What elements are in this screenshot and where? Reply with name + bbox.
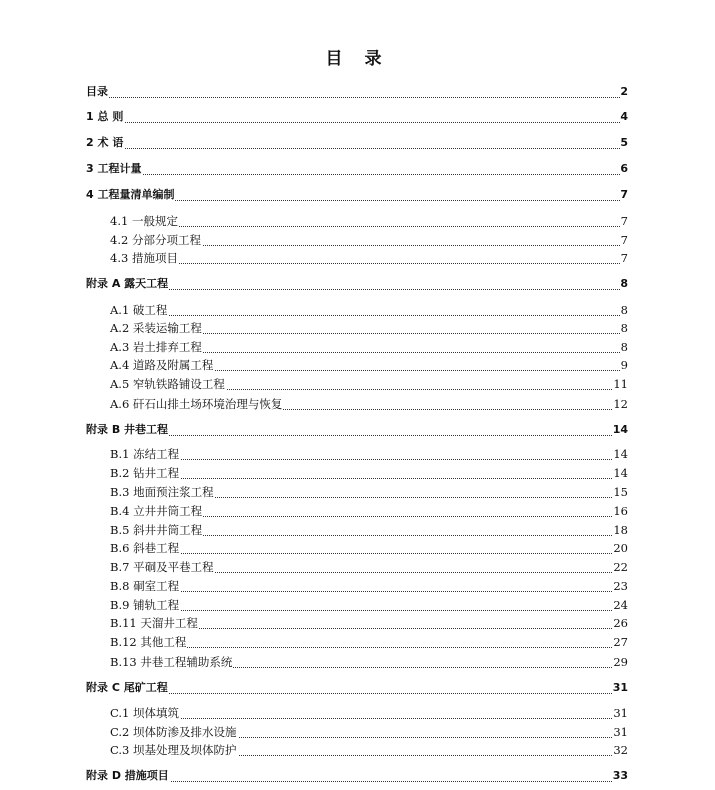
toc-entry[interactable] [0,743,715,761]
toc-entry-label: B.8 硐室工程 [110,579,180,593]
toc-entry[interactable] [0,541,715,559]
dot-leader [110,303,620,316]
toc-entry-label: C.2 坝体防渗及排水设施 [110,725,237,739]
toc-entry-label: B.12 其他工程 [110,635,187,649]
dot-leader [110,541,620,554]
toc-entry-page: 9 [620,358,628,372]
toc-entry-page: 14 [613,447,628,461]
dot-leader [110,706,620,719]
toc-entry-page: 14 [613,466,628,480]
toc-entry-page: 8 [620,340,628,354]
toc-entry[interactable] [0,340,715,358]
toc-entry-page: 22 [613,560,628,574]
toc-entry[interactable] [0,85,715,103]
toc-entry[interactable] [0,466,715,484]
toc-entry-label: 4 工程量清单编制 [86,188,175,201]
toc-entry[interactable] [0,655,715,673]
toc-entry[interactable] [0,423,715,441]
toc-entry-label: C.1 坝体填筑 [110,706,180,720]
toc-entry-label: A.2 采装运输工程 [110,321,202,335]
dot-leader [110,598,620,611]
toc-entry-label: A.3 岩土排弃工程 [110,340,202,354]
toc-entry[interactable] [0,397,715,415]
toc-entry-label: B.6 斜巷工程 [110,541,180,555]
toc-entry-label: 附录 D 措施项目 [86,769,169,782]
toc-entry-label: B.9 铺轨工程 [110,598,180,612]
toc-entry[interactable] [0,616,715,634]
toc-entry-label: C.3 坝基处理及坝体防护 [110,743,237,757]
toc-entry[interactable] [0,136,715,154]
toc-entry-page: 16 [613,504,628,518]
toc-entry-label: 2 术 语 [86,136,124,149]
toc-entry[interactable] [0,188,715,206]
toc-entry-label: 附录 C 尾矿工程 [86,681,168,694]
toc-entry-page: 8 [620,303,628,317]
toc-entry[interactable] [0,447,715,465]
toc-entry-page: 7 [620,214,628,228]
toc-entry-page: 33 [612,769,628,782]
toc-entry-page: 7 [620,188,628,201]
toc-entry[interactable] [0,321,715,339]
dot-leader [110,447,620,460]
dot-leader [86,162,620,175]
toc-entry-label: B.2 钻井工程 [110,466,180,480]
toc-entry[interactable] [0,251,715,269]
toc-entry-page: 31 [613,725,628,739]
toc-entry[interactable] [0,725,715,743]
toc-entry[interactable] [0,706,715,724]
toc-entry-page: 6 [620,162,628,175]
toc-entry[interactable] [0,523,715,541]
dot-leader [86,110,620,123]
toc-title: 目 录 [325,49,390,69]
toc-entry-page: 32 [613,743,628,757]
dot-leader [86,136,620,149]
toc-entry-page: 31 [613,706,628,720]
toc-entry-label: B.3 地面预注浆工程 [110,485,214,499]
toc-entry-label: 附录 B 井巷工程 [86,423,169,436]
toc-entry[interactable] [0,233,715,251]
toc-entry-page: 14 [612,423,628,436]
toc-entry-page: 26 [613,616,628,630]
toc-entry[interactable] [0,769,715,787]
toc-entry-label: 4.3 措施项目 [110,251,178,265]
dot-leader [110,251,620,264]
toc-entry-page: 8 [620,321,628,335]
toc-entry-label: A.6 矸石山排土场环境治理与恢复 [110,397,283,411]
toc-entry-label: 4.2 分部分项工程 [110,233,201,247]
dot-leader [110,466,620,479]
toc-entry-page: 31 [612,681,628,694]
toc-entry-label: B.1 冻结工程 [110,447,180,461]
toc-entry-page: 20 [613,541,628,555]
toc-entry-page: 2 [620,85,628,98]
dot-leader [110,214,620,227]
toc-entry[interactable] [0,277,715,295]
toc-entry[interactable] [0,579,715,597]
toc-entry-label: A.4 道路及附属工程 [110,358,214,372]
toc-entry-page: 18 [613,523,628,537]
toc-entry-label: A.5 窄轨铁路铺设工程 [110,377,225,391]
toc-entry-label: A.1 破工程 [110,303,168,317]
toc-entry-page: 23 [613,579,628,593]
toc-entry[interactable] [0,504,715,522]
toc-entry[interactable] [0,110,715,128]
toc-entry[interactable] [0,635,715,653]
toc-entry-label: 目录 [86,85,108,98]
toc-entry[interactable] [0,485,715,503]
toc-entry[interactable] [0,598,715,616]
toc-entry[interactable] [0,358,715,376]
toc-entry-label: B.11 天溜井工程 [110,616,198,630]
toc-entry-page: 7 [620,233,628,247]
toc-entry[interactable] [0,377,715,395]
toc-entry-page: 12 [613,397,628,411]
toc-entry[interactable] [0,162,715,180]
toc-entry-label: B.5 斜井井筒工程 [110,523,203,537]
toc-entry-label: 4.1 一般规定 [110,214,178,228]
toc-entry-page: 11 [613,377,628,391]
dot-leader [86,85,620,98]
toc-entry-page: 27 [613,635,628,649]
toc-entry[interactable] [0,560,715,578]
toc-entry-label: B.7 平硐及平巷工程 [110,560,214,574]
toc-entry-page: 29 [613,655,628,669]
dot-leader [110,579,620,592]
toc-entry[interactable] [0,681,715,699]
toc-entry-page: 8 [620,277,628,290]
toc-entry-label: 附录 A 露天工程 [86,277,169,290]
toc-entry-page: 4 [620,110,628,123]
toc-entry-label: B.13 井巷工程辅助系统 [110,655,233,669]
toc-entry-page: 7 [620,251,628,265]
toc-entry-page: 5 [620,136,628,149]
toc-entry-page: 15 [613,485,628,499]
toc-entry-page: 24 [613,598,628,612]
toc-entry[interactable] [0,214,715,232]
toc-entry-label: 3 工程计量 [86,162,142,175]
toc-entry[interactable] [0,303,715,321]
toc-entry-label: B.4 立井井筒工程 [110,504,203,518]
toc-entry-label: 1 总 则 [86,110,124,123]
